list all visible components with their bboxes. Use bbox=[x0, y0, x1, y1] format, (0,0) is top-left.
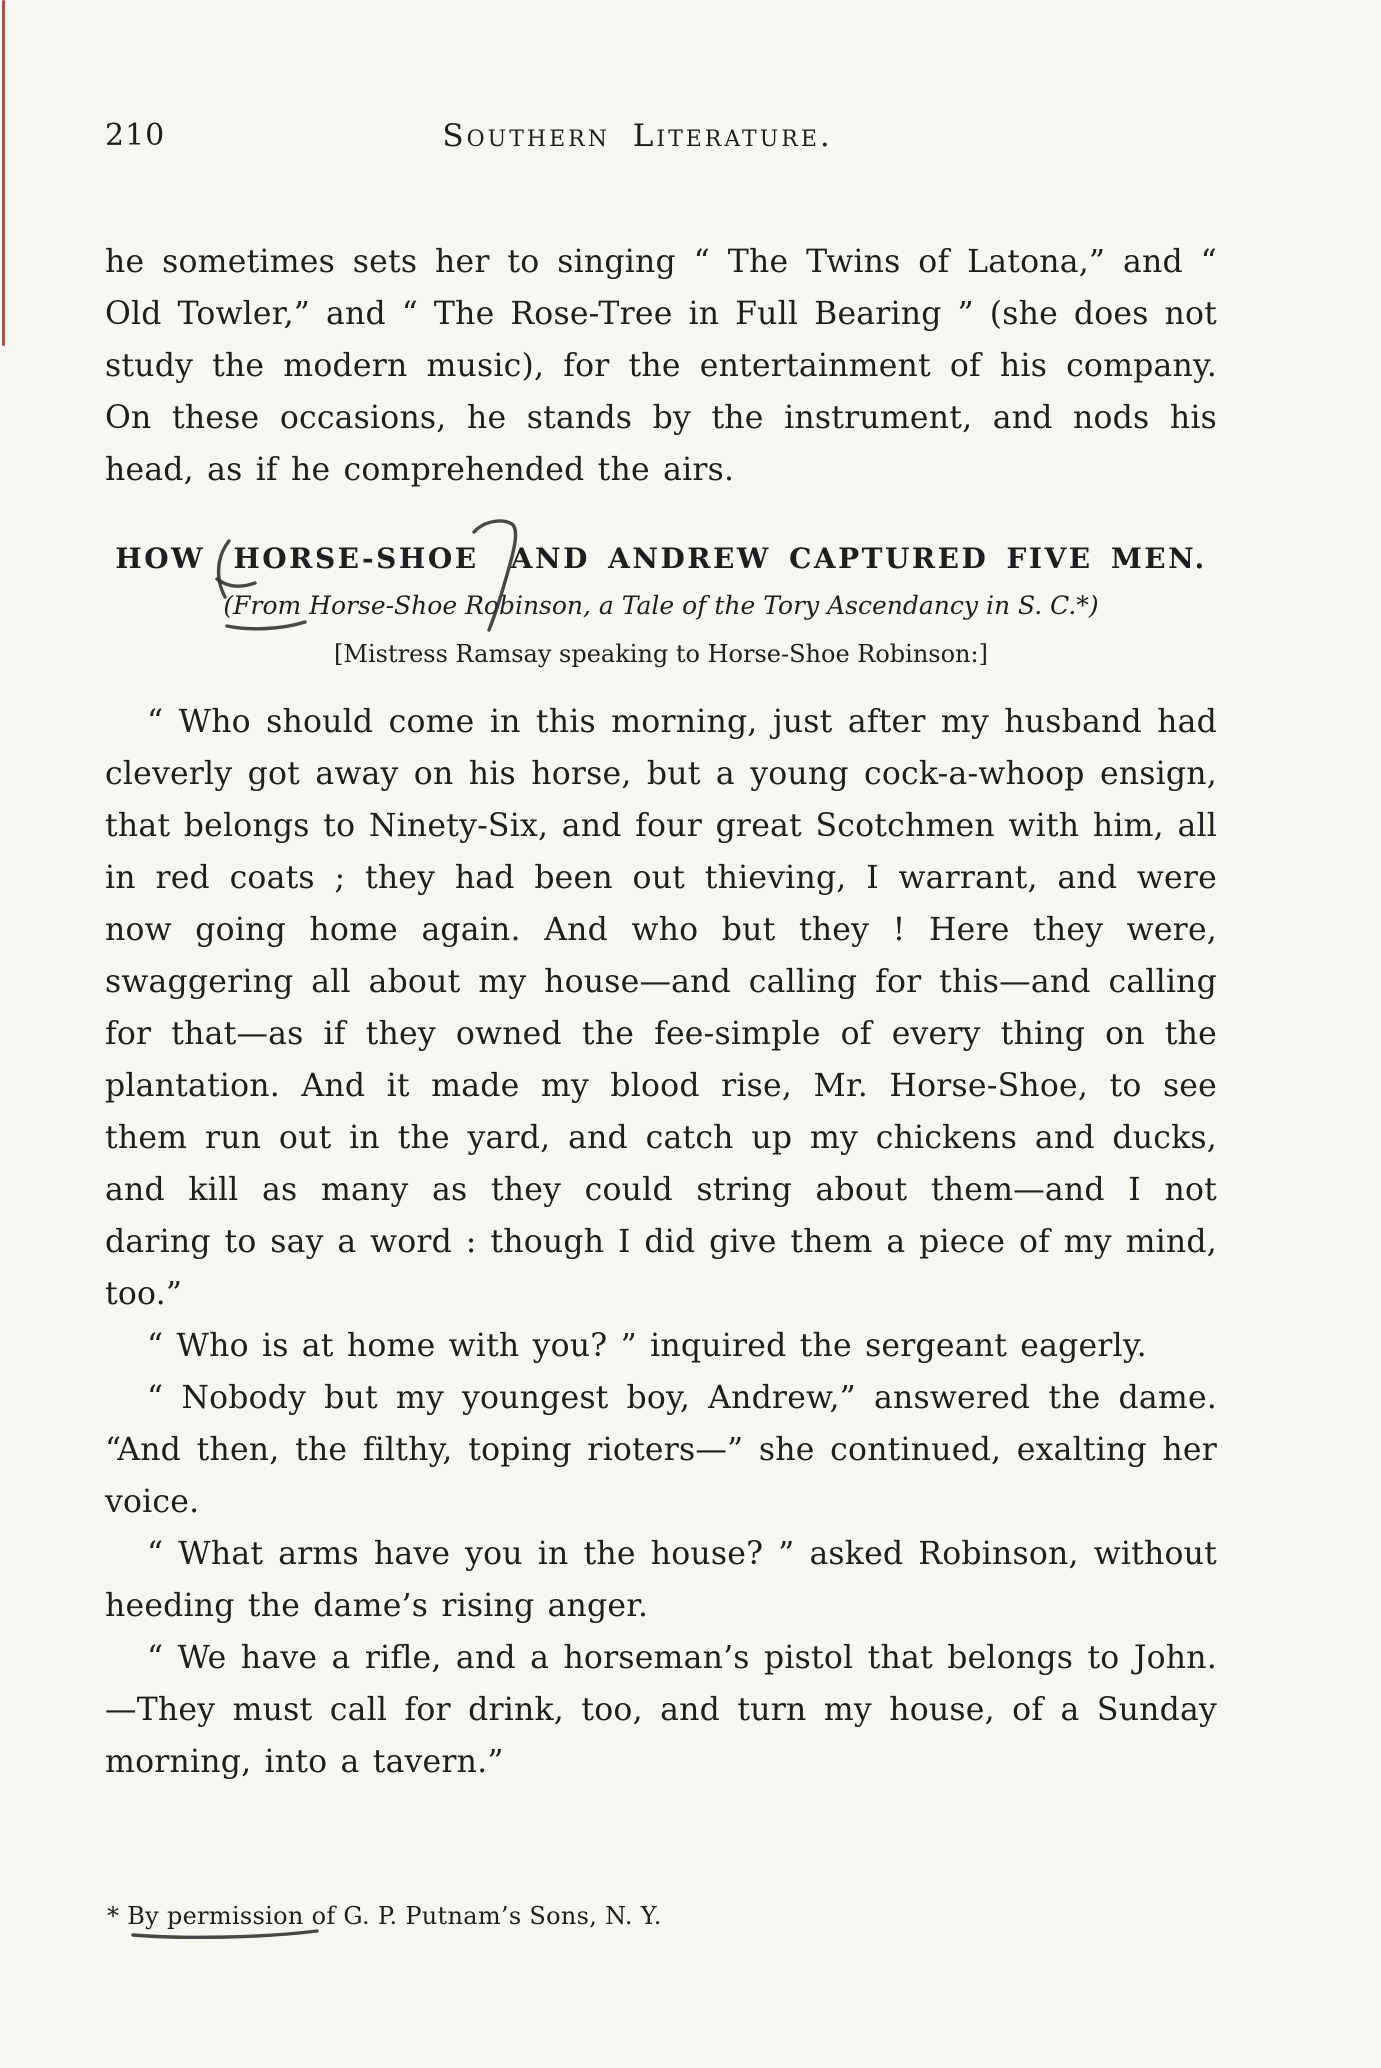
paragraph-5: “ What arms have you in the house? ” asked Robinson, without heeding the dame’s rising anger. bbox=[105, 1536, 1217, 1624]
paragraph-3: “ Who is at home with you? ” inquired the sergeant eagerly. bbox=[147, 1328, 1147, 1364]
footnote-underlined-text: permission bbox=[166, 1902, 304, 1930]
text-block bbox=[105, 118, 1217, 1788]
source-rest-text: Horse-Shoe Robinson, a Tale of the Tory Ascendancy in S. C.*) bbox=[301, 591, 1099, 620]
paragraph-2: “ Who should come in this morning, just after my husband had cleverly got away on his horse, but a young cock-a-whoop ensign, that belongs to Ninety-Six, and four great Scotchmen with him, all in red coats ; they had been out thieving, I warrant, and were now going home again. And who but they ! Here they were, swaggering all about my house—and calling for this—and calling for that—as if they owned the fee-simple of every thing on the plantation. And it made my blood rise, Mr. Horse-Shoe, to see them run out in the yard, and catch up my chickens and ducks, and kill as many as they could string about them—and I not daring to say a word : though I did give them a piece of my mind, too.” bbox=[105, 704, 1217, 1312]
footnote-marker-text: * By bbox=[107, 1902, 167, 1930]
heading-prefix: HOW bbox=[115, 542, 224, 575]
source-open-paren: ( bbox=[223, 591, 234, 620]
heading-marked-text: HORSE-SHOE bbox=[233, 542, 479, 575]
source-citation bbox=[105, 591, 1217, 620]
page-number: 210 bbox=[105, 118, 166, 153]
heading-marked bbox=[229, 542, 482, 575]
source-from-text: From bbox=[233, 591, 302, 620]
red-ink-margin-line bbox=[2, 0, 5, 346]
paragraph-4: “ Nobody but my youngest boy, Andrew,” answered the dame. “And then, the filthy, toping rioters—” she continued, exalting her voice. bbox=[105, 1380, 1217, 1520]
footnote-underlined-word bbox=[167, 1902, 304, 1930]
paragraph-1: he sometimes sets her to singing “ The Twins of Latona,” and “ Old Towler,” and “ The Rose-Tree in Full Bearing ” (she does not study the modern music), for the entertainment of his company. On these occasions, he stands by the instrument, and nods his head, as if he comprehended the airs. bbox=[105, 244, 1217, 488]
paragraph-6: “ We have a rifle, and a horseman’s pistol that belongs to John.—They must call for drink, too, and turn my house, of a Sunday morning, into a tavern.” bbox=[105, 1640, 1217, 1780]
source-from-word bbox=[233, 591, 301, 620]
running-header: Southern Literature. bbox=[442, 118, 833, 154]
footnote bbox=[107, 1902, 662, 1930]
page-header bbox=[105, 118, 1217, 160]
footnote-rest-text: of G. P. Putnam’s Sons, N. Y. bbox=[303, 1902, 662, 1930]
speaker-note: [Mistress Ramsay speaking to Horse-Shoe Robinson:] bbox=[334, 640, 988, 668]
heading-suffix: AND ANDREW CAPTURED FIVE MEN. bbox=[492, 542, 1207, 575]
section-heading bbox=[105, 542, 1217, 575]
pen-mark-from-underline-icon bbox=[225, 618, 309, 632]
